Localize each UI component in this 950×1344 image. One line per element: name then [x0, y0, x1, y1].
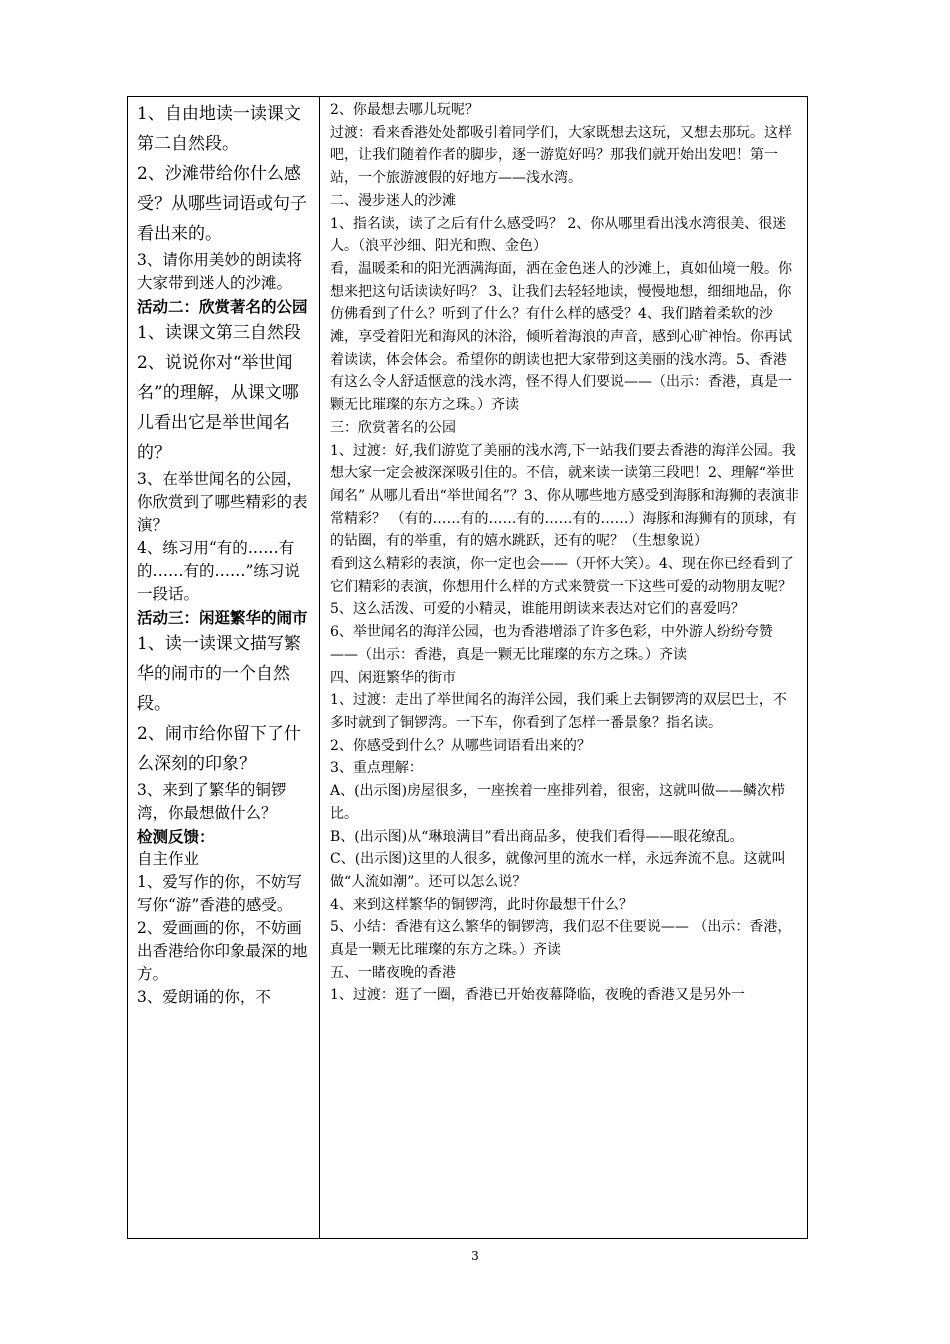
- activity-list: [137, 99, 315, 1009]
- activity-item: 2、爱画画的你，不妨画出香港给你印象最深的地方。: [137, 919, 308, 983]
- process-paragraph: 过渡：看来香港处处都吸引着同学们，大家既想去这玩，又想去那玩。这样吧，让我们随着作者的脚步，逐一游览好吗？那我们就开始出发吧！第一站，一个旅游渡假的好地方——浅水湾。: [330, 124, 792, 187]
- activity-item: 1、读一读课文描写繁华的闹市的一个自然段。: [137, 634, 301, 714]
- process-paragraph: 五、一睹夜晚的香港: [330, 964, 456, 981]
- activity-item: 2、说说你对“举世闻名”的理解，从课文哪儿看出它是举世闻名的？: [137, 353, 299, 463]
- activity-item: 1、读课文第三自然段: [137, 323, 301, 343]
- process-paragraph: 看到这么精彩的表演，你一定也会——（开怀大笑）。4、现在你已经看到了它们精彩的表演，你想用什么样的方式来赞赏一下这些可爱的动物朋友呢？5、这么活泼、可爱的小精灵，谁能用朗读来表达对它们的喜爱吗？: [330, 556, 794, 618]
- process-paragraph: 1、过渡：好,我们游览了美丽的浅水湾,下一站我们要去香港的海洋公园。我想大家一定会被深深吸引住的。不信，就来读一读第三段吧！2、理解“举世闻名” 从哪儿看出“举世闻名”？3、你从哪些地方感受到海豚和海狮的表演非常精彩？ （有的……有的……有的……有的……）海豚和海狮有的顶球，有的钻圈，有的举重，有的嬉水跳跃，还有的呢？（生想象说）: [330, 442, 799, 550]
- activity-item: 1、自由地读一读课文第二自然段。: [137, 104, 301, 154]
- activity-item: 1、爱写作的你，不妨写写你“游”香港的感受。: [137, 873, 302, 914]
- process-paragraph: 二、漫步迷人的沙滩: [330, 192, 456, 209]
- activity-heading: 检测反馈：: [137, 827, 215, 846]
- activity-item: 3、来到了繁华的铜锣湾，你最想做什么？: [137, 781, 287, 822]
- process-paragraph: 1、过渡：走出了举世闻名的海洋公园，我们乘上去铜锣湾的双层巴士，不多时就到了铜锣湾。一下车，你看到了怎样一番景象？指名读。: [330, 692, 787, 731]
- process-paragraph: 看，温暖柔和的阳光洒满海面，洒在金色迷人的沙滩上，真如仙境一般。你想来把这句话读读好吗？ 3、让我们去轻轻地读，慢慢地想，细细地品，你仿佛看到了什么？听到了什么？有什么样的感受？4、我们踏着柔软的沙滩，享受着阳光和海风的沐浴，倾听着海浪的声音，感到心旷神怡。你再试着读读，体会体会。希望你的朗读也把大家带到这美丽的浅水湾。5、香港有这么令人舒适惬意的浅水湾，怪不得人们要说——（出示：香港，真是一颗无比璀璨的东方之珠。）齐读: [330, 260, 792, 414]
- activity-column: [128, 97, 320, 1239]
- process-paragraph: C、(出示图)这里的人很多，就像河里的流水一样，永远奔流不息。这就叫做“人流如潮”。还可以怎么说？: [330, 851, 786, 890]
- activity-item: 自主作业: [137, 850, 200, 868]
- teaching-process-list: [330, 99, 799, 1007]
- page-number: 3: [471, 1249, 479, 1263]
- process-paragraph: 1、指名读，读了之后有什么感受吗？ 2、你从哪里看出浅水湾很美、很迷人。（浪平沙细、阳光和煦、金色）: [330, 215, 787, 255]
- process-paragraph: 2、你最想去哪儿玩呢？: [330, 102, 479, 118]
- process-paragraph: 5、小结：香港有这么繁华的铜锣湾，我们忍不住要说—— （出示：香港，真是一颗无比璀璨的东方之珠。）齐读: [330, 919, 792, 959]
- activity-heading: 活动二：欣赏著名的公园: [137, 297, 308, 316]
- process-paragraph: 3、重点理解：: [330, 760, 423, 777]
- process-paragraph: A、(出示图)房屋很多，一座挨着一座排列着，很密，这就叫做——鳞次栉比。: [330, 783, 786, 822]
- activity-item: 3、在举世闻名的公园，你欣赏到了哪些精彩的表演？: [137, 470, 308, 534]
- activity-item: 4、练习用“有的……有的……有的……”练习说一段话。: [137, 539, 300, 603]
- activity-item: 2、闹市给你留下了什么深刻的印象？: [137, 724, 301, 774]
- process-paragraph: 6、举世闻名的海洋公园，也为香港增添了许多色彩，中外游人纷纷夸赞——（出示：香港，真是一颗无比璀璨的东方之珠。）齐读: [330, 624, 773, 663]
- process-paragraph: 2、你感受到什么？从哪些词语看出来的？: [330, 737, 591, 754]
- process-paragraph: 四、闲逛繁华的街市: [330, 669, 456, 686]
- activity-item: 3、请你用美妙的朗读将大家带到迷人的沙滩。: [137, 251, 302, 292]
- process-paragraph: 三：欣赏著名的公园: [330, 419, 456, 436]
- table-row: [128, 97, 808, 1239]
- teaching-process-column: [320, 97, 808, 1239]
- process-paragraph: B、(出示图)从“琳琅满目”看出商品多，使我们看得——眼花缭乱。: [330, 828, 744, 845]
- activity-item: 2、沙滩带给你什么感受？从哪些词语或句子看出来的。: [137, 164, 307, 244]
- activity-item: 3、爱朗诵的你，不: [137, 988, 271, 1006]
- activity-heading: 活动三：闲逛繁华的闹市: [137, 608, 308, 627]
- lesson-plan-table: [127, 96, 808, 1239]
- process-paragraph: 1、过渡：逛了一圈，香港已开始夜幕降临，夜晚的香港又是另外一: [330, 987, 745, 1004]
- process-paragraph: 4、来到这样繁华的铜锣湾，此时你最想干什么？: [330, 896, 633, 913]
